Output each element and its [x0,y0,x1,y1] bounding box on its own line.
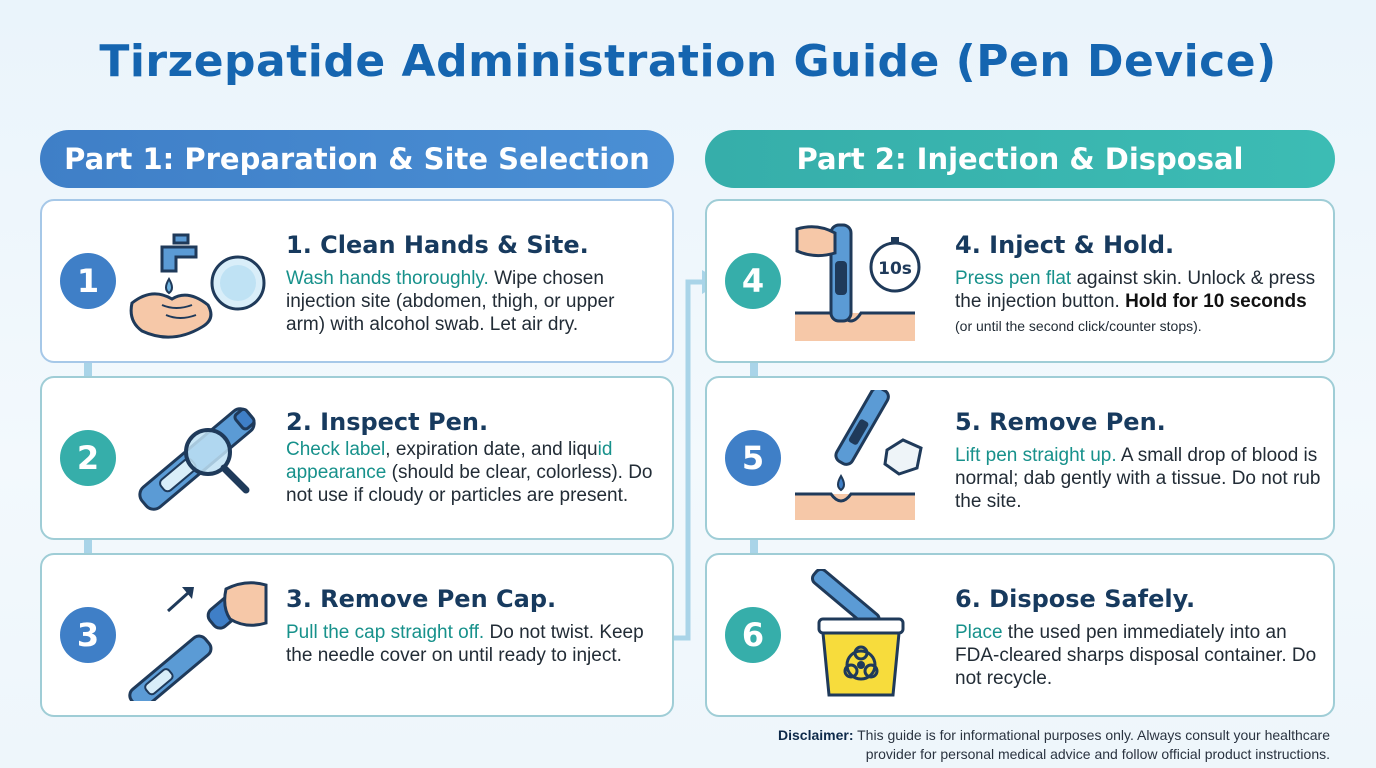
disclaimer-text: This guide is for informational purposes only. Always consult your healthcare provider for personal medical advice and follow official product instructions. [853,727,1330,762]
step-title-2: 2. Inspect Pen. [286,408,489,436]
disclaimer [730,726,1330,764]
step-small-4: (or until the second click/counter stops). [955,318,1202,334]
step-number-3: 3 [60,607,116,663]
step-highlight-6: Place [955,622,1003,643]
step-text-6 [955,621,1325,690]
step-number-6: 6 [725,607,781,663]
step-number-5: 5 [725,430,781,486]
step-title-3: 3. Remove Pen Cap. [286,585,557,613]
magnifier-pen-icon [122,394,272,524]
hand-washing-icon [122,217,272,347]
step-body-2b: (should be clear, colorless). Do not use if cloudy or particles are present. [286,462,653,506]
step-card-6 [705,553,1335,717]
step-bold-4: Hold for 10 seconds [1125,291,1307,312]
step-title-4: 4. Inject & Hold. [955,231,1175,259]
step-highlight-3: Pull the cap straight off. [286,622,485,643]
step-highlight-2: Check label [286,439,386,460]
step-highlight-2b: id appearance [286,439,613,483]
remove-cap-icon [122,571,272,701]
step-card-5 [705,376,1335,540]
step-body-4: against skin. Unlock & press the injection button. [955,268,1316,312]
step-title-5: 5. Remove Pen. [955,408,1166,436]
step-text-1 [286,267,656,336]
lift-pen-icon [791,390,941,520]
part1-header: Part 1: Preparation & Site Selection [40,130,674,188]
step-text-4 [955,267,1325,338]
inject-pen-icon [791,211,941,341]
step-highlight-4: Press pen flat [955,268,1072,289]
step-text-2 [286,438,658,507]
step-text-3 [286,621,656,667]
step-body-5: A small drop of blood is normal; dab gently with a tissue. Do not rub the site. [955,445,1321,512]
step-card-2 [40,376,674,540]
step-body-2: , expiration date, and liqu [385,439,598,460]
step-body-6: the used pen immediately into an FDA-cleared sharps disposal container. Do not recycle. [955,622,1317,689]
part2-header: Part 2: Injection & Disposal [705,130,1335,188]
step-title-6: 6. Dispose Safely. [955,585,1196,613]
step-card-1 [40,199,674,363]
step-number-4: 4 [725,253,781,309]
step-text-5 [955,444,1325,513]
step-body-3: Do not twist. Keep the needle cover on until ready to inject. [286,622,644,666]
step-number-1: 1 [60,253,116,309]
timer-label: 10s [878,259,912,279]
step-body-1: Wipe chosen injection site (abdomen, thigh, or upper arm) with alcohol swab. Let air dry. [286,268,615,335]
step-highlight-1: Wash hands thoroughly. [286,268,489,289]
step-card-3 [40,553,674,717]
step-number-2: 2 [60,430,116,486]
disclaimer-label: Disclaimer: [778,727,854,743]
page-title: Tirzepatide Administration Guide (Pen Device) [99,36,1277,87]
step-title-1: 1. Clean Hands & Site. [286,231,589,259]
sharps-container-icon [803,569,953,699]
step-card-4 [705,199,1335,363]
step-highlight-5: Lift pen straight up. [955,445,1117,466]
